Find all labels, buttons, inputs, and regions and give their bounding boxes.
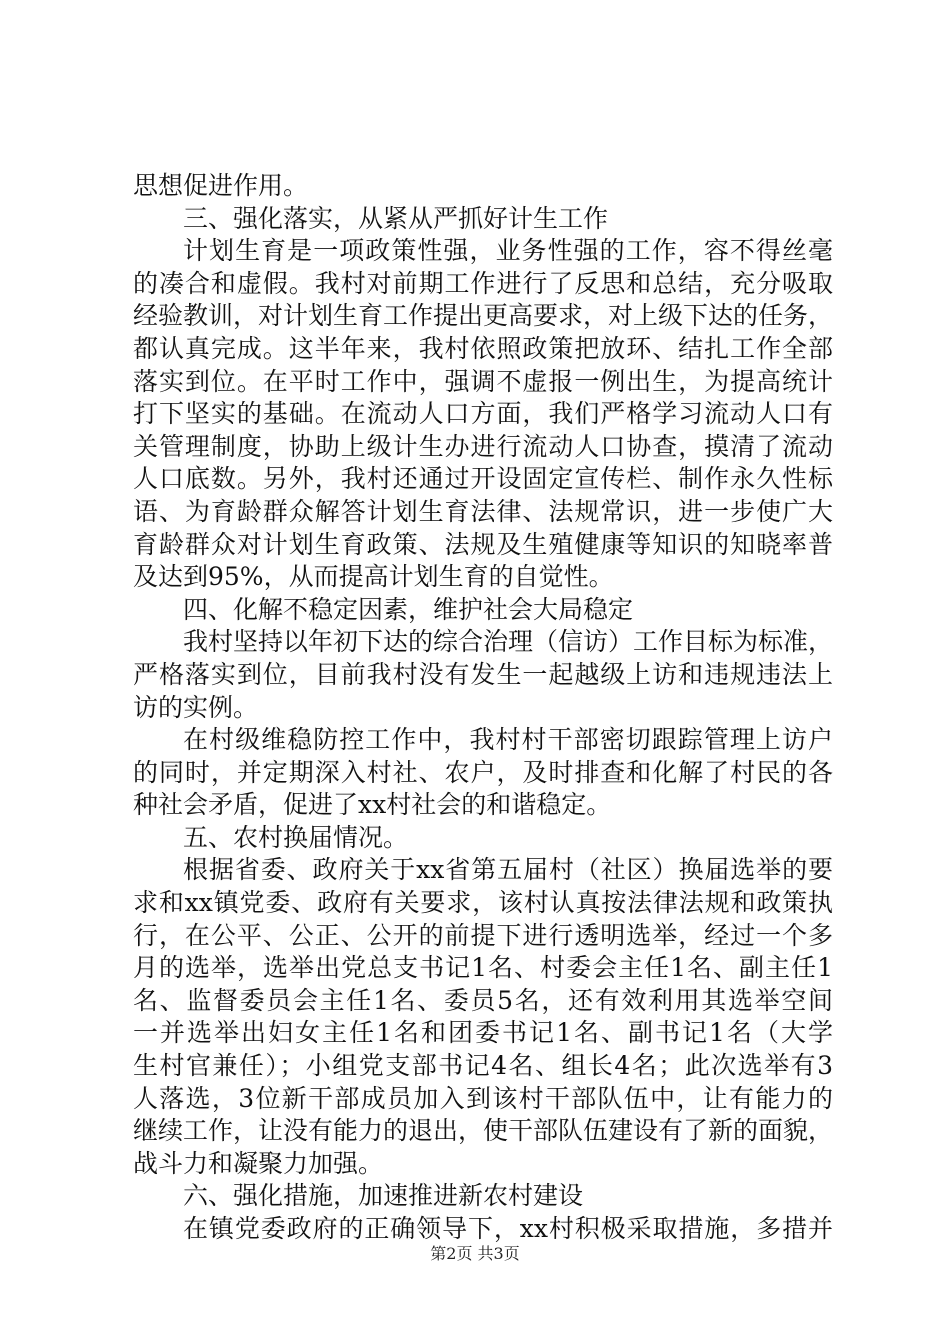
text-line: 落实到位。在平时工作中，强调不虚报一例出生，为提高统计	[133, 366, 833, 396]
text-line: 继续工作，让没有能力的退出，使干部队伍建设有了新的面貌，	[133, 1116, 834, 1146]
section-heading: 五、农村换届情况。	[183, 822, 409, 852]
text-line: 的同时，并定期深入村社、农户，及时排查和化解了村民的各	[133, 757, 833, 787]
text-line: 生村官兼任）；小组党支部书记4名、组长4名；此次选举有3	[133, 1051, 833, 1081]
text-line: 名、监督委员会主任1名、委员5名，还有效利用其选举空间	[133, 985, 833, 1015]
section-heading: 三、强化落实，从紧从严抓好计生工作	[183, 203, 609, 233]
text-line: 人落选，3位新干部成员加入到该村干部队伍中，让有能力的	[133, 1083, 833, 1113]
text-line: 在村级维稳防控工作中，我村村干部密切跟踪管理上访户	[183, 725, 833, 755]
text-line: 战斗力和凝聚力加强。	[133, 1148, 384, 1178]
text-line: 的凑合和虚假。我村对前期工作进行了反思和总结，充分吸取	[133, 268, 833, 298]
section-heading: 四、化解不稳定因素，维护社会大局稳定	[183, 594, 634, 624]
text-line: 我村坚持以年初下达的综合治理（信访）工作目标为标准，	[183, 627, 834, 657]
text-line: 语、为育龄群众解答计划生育法律、法规常识，进一步使广大	[133, 496, 833, 526]
document-body	[133, 170, 833, 1246]
text-line: 行，在公平、公正、公开的前提下进行透明选举，经过一个多	[133, 920, 833, 950]
text-line: 思想促进作用。	[133, 171, 309, 200]
text-line: 严格落实到位，目前我村没有发生一起越级上访和违规违法上	[133, 659, 833, 689]
text-line: 都认真完成。这半年来，我村依照政策把放环、结扎工作全部	[133, 333, 833, 363]
text-line: 育龄群众对计划生育政策、法规及生殖健康等知识的知晓率普	[133, 529, 833, 559]
page-number: 第2页 共3页	[430, 1244, 520, 1263]
text-line: 根据省委、政府关于xx省第五届村（社区）换届选举的要	[183, 855, 833, 885]
text-line: 及达到95%，从而提高计划生育的自觉性。	[133, 562, 614, 592]
text-line: 人口底数。另外，我村还通过开设固定宣传栏、制作永久性标	[133, 464, 833, 494]
text-line: 打下坚实的基础。在流动人口方面，我们严格学习流动人口有	[133, 399, 833, 429]
text-line: 在镇党委政府的正确领导下，xx村积极采取措施，多措并	[183, 1214, 833, 1243]
text-line: 种社会矛盾，促进了xx村社会的和谐稳定。	[133, 790, 612, 820]
text-line: 求和xx镇党委、政府有关要求，该村认真按法律法规和政策执	[133, 888, 833, 918]
text-line: 月的选举，选举出党总支书记1名、村委会主任1名、副主任1	[133, 953, 833, 983]
text-line: 计划生育是一项政策性强，业务性强的工作，容不得丝毫	[183, 236, 833, 266]
text-line: 一并选举出妇女主任1名和团委书记1名、副书记1名（大学	[133, 1018, 833, 1048]
text-line: 关管理制度，协助上级计生办进行流动人口协查，摸清了流动	[133, 431, 833, 461]
text-line: 访的实例。	[133, 692, 259, 722]
section-heading: 六、强化措施，加速推进新农村建设	[183, 1181, 584, 1211]
text-line: 经验教训，对计划生育工作提出更高要求，对上级下达的任务，	[133, 301, 834, 331]
